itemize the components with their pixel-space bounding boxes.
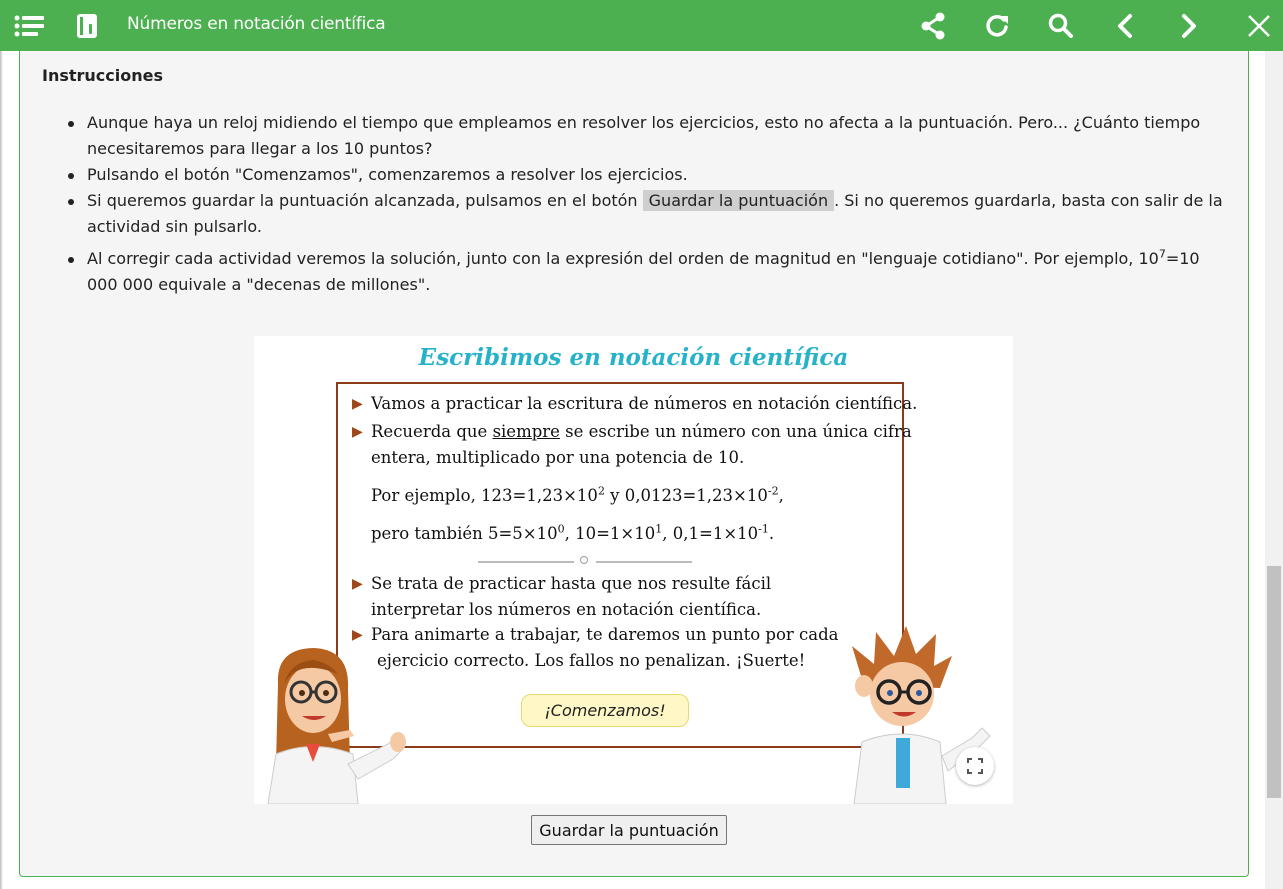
fullscreen-button[interactable]	[956, 747, 994, 785]
start-button[interactable]: ¡Comenzamos!	[521, 694, 689, 727]
list-item: Pulsando el botón "Comenzamos", comenzaremos a resolver los ejercicios.	[87, 162, 1227, 188]
separator-line	[596, 561, 692, 563]
search-icon[interactable]	[1043, 8, 1079, 44]
menu-icon[interactable]	[11, 8, 47, 44]
activity-bullet-3: Se trata de practicar hasta que nos resulte fácil	[371, 574, 772, 593]
bullet-arrow-icon: ▶	[352, 424, 363, 440]
scrollbar-thumb[interactable]	[1267, 566, 1281, 798]
inline-save-label: Guardar la puntuación	[643, 190, 834, 211]
share-icon[interactable]	[915, 8, 951, 44]
separator-line	[478, 561, 574, 563]
activity-card	[254, 336, 1013, 804]
top-bar	[0, 0, 1283, 51]
activity-title: Escribimos en notación científica	[418, 344, 849, 371]
activity-bullet-4-line2: ejercicio correcto. Los fallos no penalizan. ¡Suerte!	[377, 651, 806, 670]
list-item: Al corregir cada actividad veremos la solución, junto con la expresión del orden de magnitud en "lenguaje cotidiano". Por ejemplo, $10^7=10$ 000 000 equivale a "decenas de millones".	[87, 246, 1227, 298]
bullet-arrow-icon: ▶	[352, 627, 363, 643]
save-score-button[interactable]: Guardar la puntuación	[531, 815, 727, 845]
girl-character-icon	[258, 644, 408, 804]
instructions-list	[87, 110, 1227, 298]
book-icon[interactable]	[69, 8, 105, 44]
prev-icon[interactable]	[1107, 8, 1143, 44]
example-line-2: pero también $5=5\times 10^0$, $10=1\times 10^1$, $0,1=1\times 10^{-1}$.	[371, 522, 775, 543]
list-item: Aunque haya un reloj midiendo el tiempo que empleamos en resolver los ejercicios, esto no afecta a la puntuación. Pero... ¿Cuánto tiempo necesitaremos para llegar a los 10 puntos?	[87, 110, 1227, 162]
activity-bullet-4: Para animarte a trabajar, te daremos un punto por cada	[371, 625, 839, 644]
close-icon[interactable]	[1241, 8, 1277, 44]
list-item: Si queremos guardar la puntuación alcanzada, pulsamos en el botón Guardar la puntuación . Si no queremos guardarla, basta con salir de la actividad sin pulsarlo.	[87, 188, 1227, 240]
example-line-1: Por ejemplo, $123=1,23\times 10^2$ y $0,0123=1,23\times 10^{-2}$,	[371, 484, 784, 505]
activity-bullet-3-line2: interpretar los números en notación científica.	[371, 600, 762, 619]
separator-dot	[580, 556, 588, 564]
activity-bullet-2-line2: entera, multiplicado por una potencia de 10.	[371, 448, 745, 467]
fullscreen-icon	[966, 757, 984, 775]
bullet-arrow-icon: ▶	[352, 576, 363, 592]
app-title: Números en notación científica	[127, 14, 386, 34]
bullet-arrow-icon: ▶	[352, 396, 363, 412]
next-icon[interactable]	[1171, 8, 1207, 44]
activity-bullet-2: Recuerda que siempre se escribe un número con una única cifra	[371, 422, 912, 441]
window-edge	[0, 51, 3, 889]
instructions-heading: Instrucciones	[42, 66, 164, 85]
reload-icon[interactable]	[979, 8, 1015, 44]
activity-bullet-1: Vamos a practicar la escritura de números en notación científica.	[371, 394, 918, 413]
